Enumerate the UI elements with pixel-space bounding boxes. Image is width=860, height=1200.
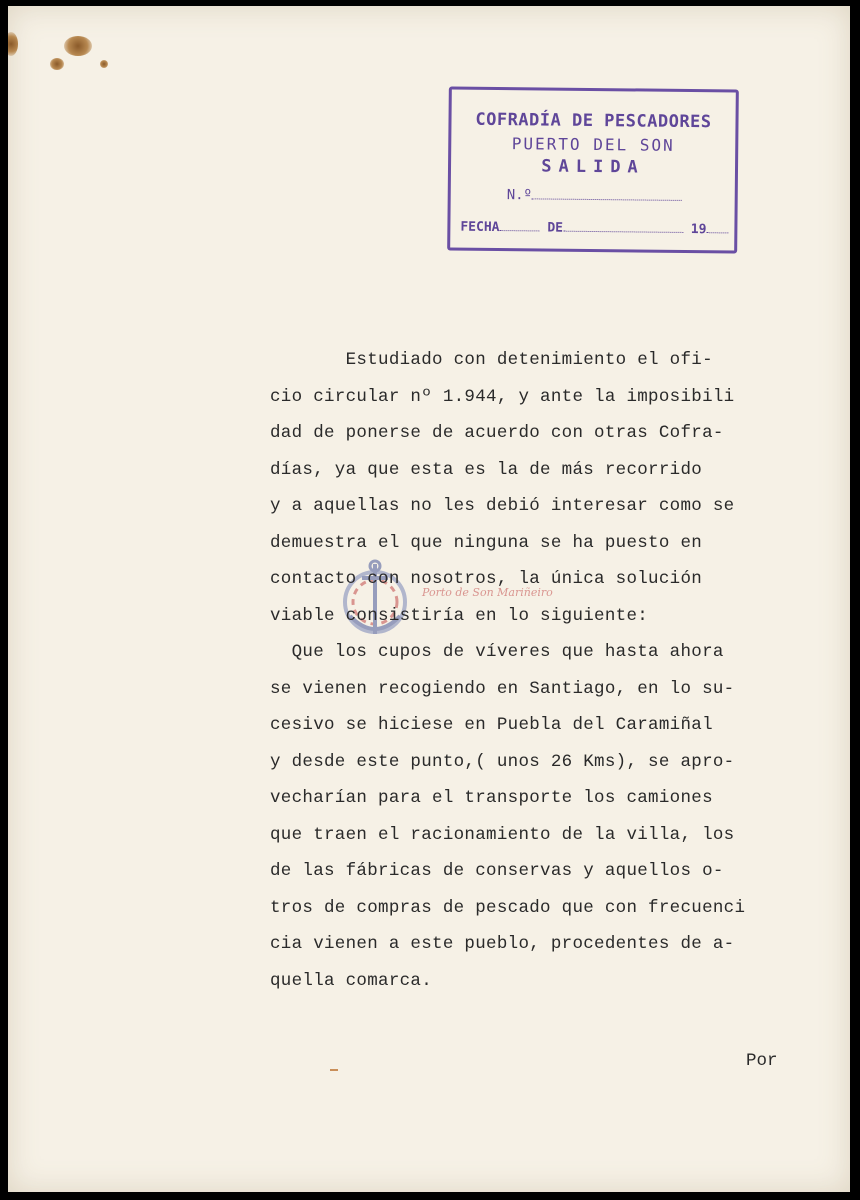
- letter-line: cia vienen a este pueblo, procedentes de a-: [270, 934, 735, 954]
- stamp-number-label: N.º: [506, 187, 533, 204]
- document-page: [8, 6, 850, 1192]
- stamp-organization: COFRADÍA DE PESCADORES: [475, 109, 712, 133]
- letter-line: días, ya que esta es la de más recorrido: [270, 459, 703, 480]
- letter-line: quella comarca.: [270, 970, 433, 991]
- stamp-type: SALIDA: [541, 156, 645, 178]
- stamp-location: PUERTO DEL SON: [511, 134, 675, 155]
- rust-stain: [64, 36, 92, 56]
- letter-line: dad de ponerse de acuerdo con otras Cofra-: [270, 423, 724, 443]
- letter-line: vecharían para el transporte los camiones: [270, 788, 713, 808]
- margin-mark: [330, 1069, 338, 1071]
- letter-line: contacto con nosotros, la única solución: [270, 569, 703, 589]
- rust-stain-corner: [8, 32, 18, 56]
- letter-line: viable consistiría en lo siguiente:: [270, 605, 649, 626]
- letter-line: Estudiado con detenimiento el ofi-: [270, 350, 713, 370]
- stamp-number-row: [507, 186, 682, 205]
- letter-line: se vienen recogiendo en Santiago, en lo su-: [270, 678, 735, 699]
- stamp-date-de: DE: [547, 220, 564, 236]
- rust-stain-dot: [100, 60, 108, 68]
- stamp-date-year: 19: [690, 222, 707, 238]
- letter-line: tros de compras de pescado que con frecuenci: [270, 897, 746, 918]
- letter-line: Que los cupos de víveres que hasta ahora: [270, 642, 724, 662]
- letter-line: y a aquellas no les debió interesar como se: [270, 496, 735, 516]
- letter-line: cio circular nº 1.944, y ante la imposibili: [270, 386, 735, 407]
- letter-line: que traen el racionamiento de la villa, los: [270, 824, 735, 845]
- letter-line: demuestra el que ninguna se ha puesto en: [270, 532, 703, 553]
- catchword: Por: [746, 1051, 778, 1071]
- letter-line: y desde este punto,( unos 26 Kms), se apro-: [270, 751, 735, 772]
- letter-body: [270, 342, 840, 999]
- rust-stain-small: [50, 58, 64, 70]
- letter-line: cesivo se hiciese en Puebla del Caramiñal: [270, 715, 713, 735]
- letter-line: de las fábricas de conservas y aquellos o-: [270, 861, 724, 881]
- watermark-text: Porto de Son Mariñeiro: [422, 586, 553, 599]
- stamp-date-row: [460, 218, 728, 238]
- salida-stamp: [447, 86, 739, 253]
- stamp-date-label: FECHA: [460, 219, 500, 236]
